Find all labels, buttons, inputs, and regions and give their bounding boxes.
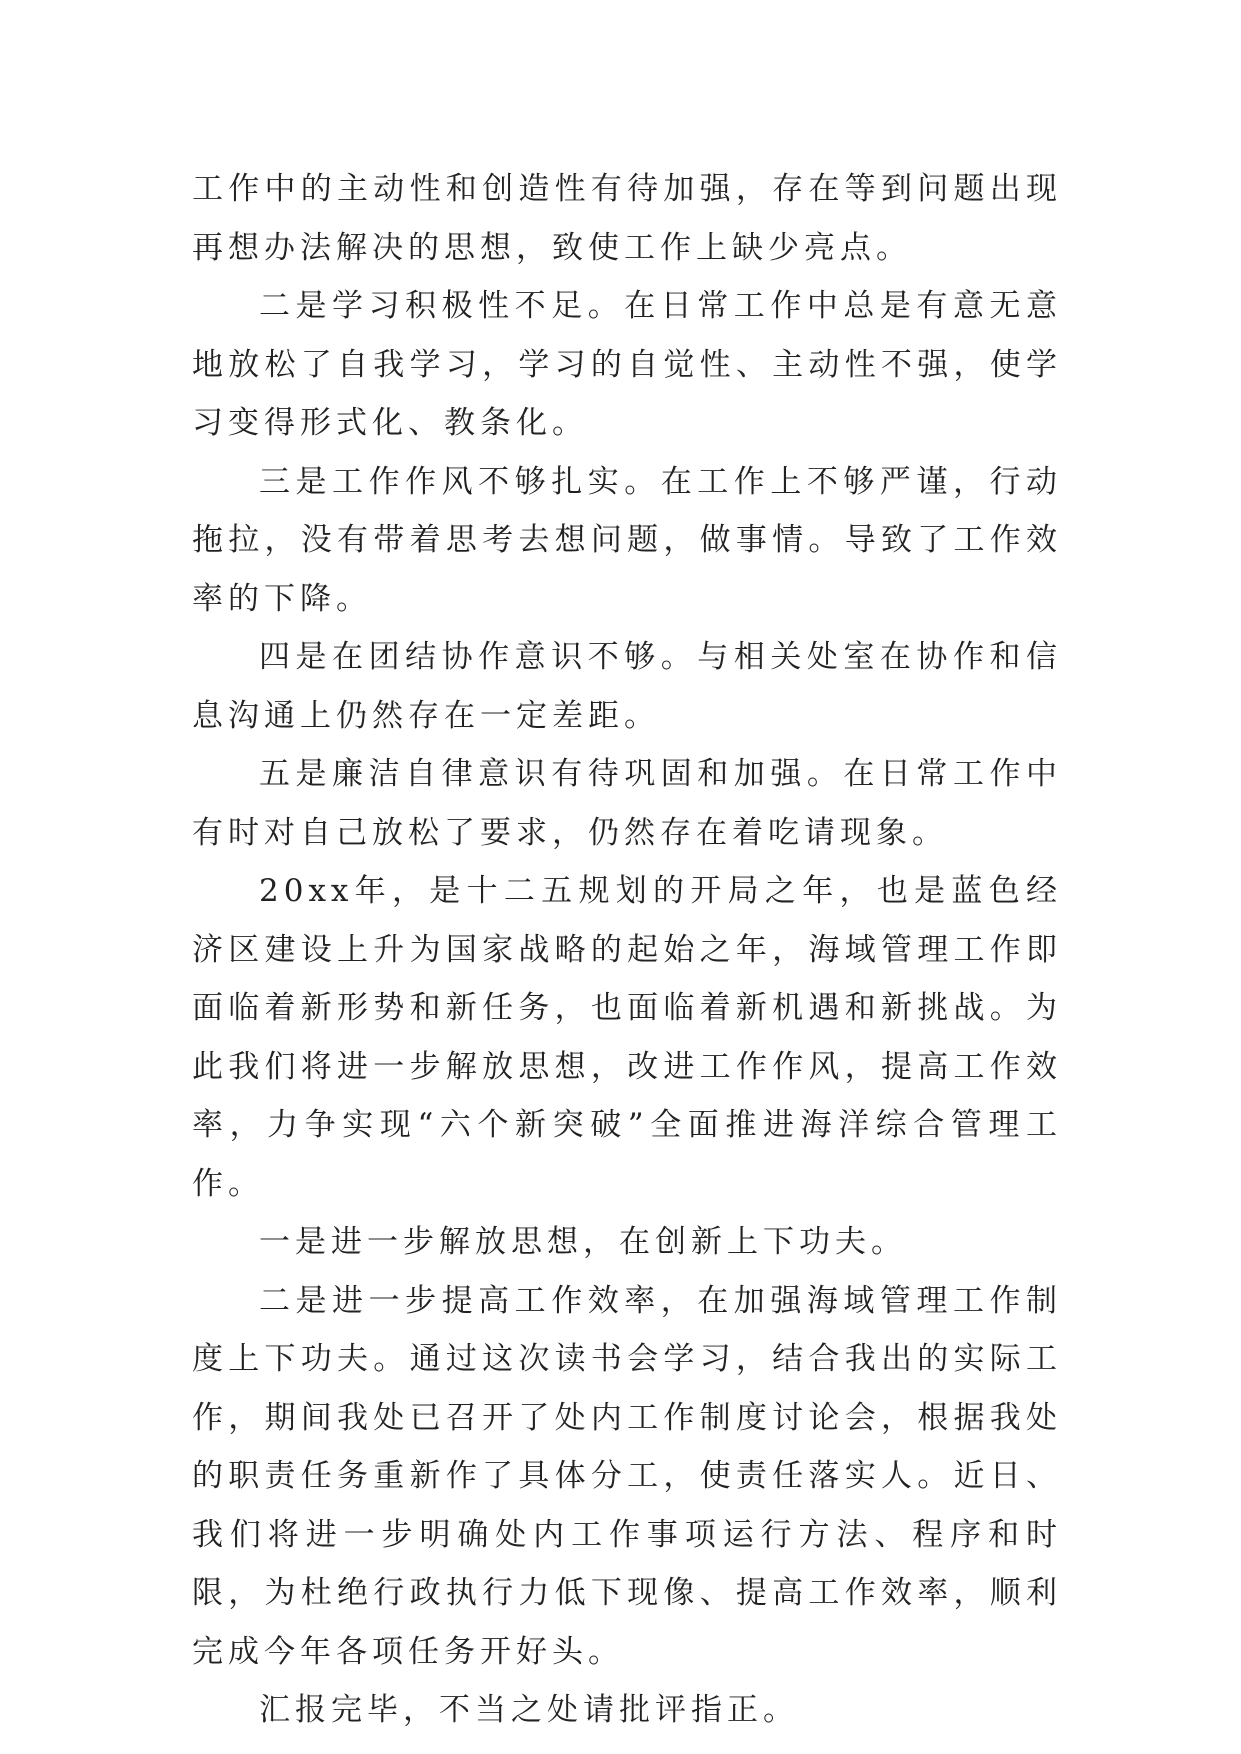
document-body: [192, 160, 1062, 1740]
paragraph-plan-two: 二是进一步提高工作效率，在加强海域管理工作制度上下功夫。通过这次读书会学习，结合我出的实际工作，期间我处已召开了处内工作制度讨论会，根据我处的职责任务重新作了具体分工，使责任落实人。近日、我们将进一步明确处内工作事项运行方法、程序和时限，为杜绝行政执行力低下现像、提高工作效率，顺利完成今年各项任务开好头。: [192, 1282, 1062, 1670]
paragraph-closing: 汇报完毕，不当之处请批评指正。: [259, 1692, 799, 1728]
paragraph-plan-one: 一是进一步解放思想，在创新上下功夫。: [259, 1224, 907, 1260]
paragraph-continuation: 工作中的主动性和创造性有待加强，存在等到问题出现再想办法解决的思想，致使工作上缺少亮点。: [192, 171, 1062, 266]
paragraph-point-two: 二是学习积极性不足。在日常工作中总是有意无意地放松了自我学习，学习的自觉性、主动性不强，使学习变得形式化、教条化。: [192, 288, 1062, 441]
paragraph-point-five: 五是廉洁自律意识有待巩固和加强。在日常工作中有时对自己放松了要求，仍然存在着吃请现象。: [192, 756, 1062, 851]
paragraph-point-four: 四是在团结协作意识不够。与相关处室在协作和信息沟通上仍然存在一定差距。: [192, 639, 1062, 734]
paragraph-plan-intro: 20xx年，是十二五规划的开局之年，也是蓝色经济区建设上升为国家战略的起始之年，海域管理工作即面临着新形势和新任务，也面临着新机遇和新挑战。为此我们将进一步解放思想，改进工作作风，提高工作效率，力争实现“六个新突破”全面推进海洋综合管理工作。: [192, 873, 1062, 1202]
paragraph-point-three: 三是工作作风不够扎实。在工作上不够严谨，行动拖拉，没有带着思考去想问题，做事情。导致了工作效率的下降。: [192, 463, 1062, 617]
